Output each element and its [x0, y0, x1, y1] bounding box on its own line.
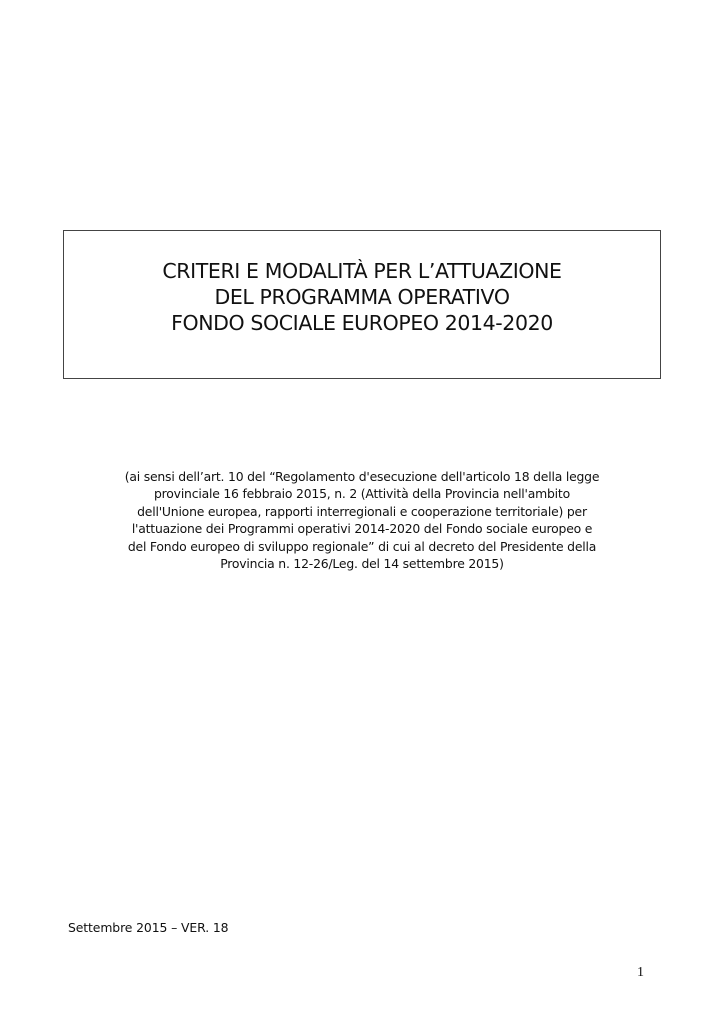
page-number: 1 [637, 965, 644, 980]
document-title [64, 258, 660, 336]
legal-reference-line: dell'Unione europea, rapporti interregionali e cooperazione territoriale) per [137, 503, 587, 519]
legal-reference-line: Provincia n. 12-26/Leg. del 14 settembre 2015) [220, 556, 504, 572]
title-box [63, 230, 661, 379]
legal-reference-line: provinciale 16 febbraio 2015, n. 2 (Attività della Provincia nell'ambito [154, 486, 570, 502]
title-line: FONDO SOCIALE EUROPEO 2014-2020 [171, 311, 553, 335]
legal-reference-line: l'attuazione dei Programmi operativi 2014-2020 del Fondo sociale europeo e [131, 521, 593, 537]
title-line: CRITERI E MODALITÀ PER L’ATTUAZIONE [162, 259, 562, 283]
legal-reference [110, 468, 614, 572]
date-version: Settembre 2015 – VER. 18 [68, 920, 229, 935]
legal-reference-line: (ai sensi dell’art. 10 del “Regolamento d'esecuzione dell'articolo 18 della legge [124, 469, 600, 484]
title-line: DEL PROGRAMMA OPERATIVO [214, 285, 510, 309]
legal-reference-line: del Fondo europeo di sviluppo regionale” di cui al decreto del Presidente della [127, 538, 597, 554]
